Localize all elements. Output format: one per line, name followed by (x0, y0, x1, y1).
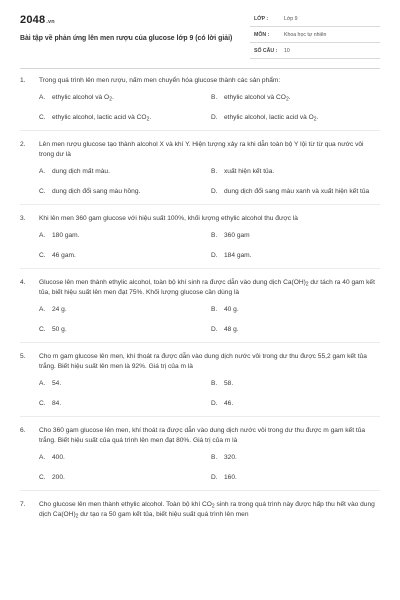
question-stem (20, 352, 380, 372)
option-text: 200. (52, 473, 65, 481)
question-divider (20, 204, 380, 205)
answer-option-d[interactable] (211, 392, 383, 412)
question-divider (20, 490, 380, 491)
option-text: 54. (52, 379, 62, 387)
question-item (20, 500, 380, 520)
option-letter: A. (39, 453, 46, 461)
question-text: Cho m gam glucose lên men, khí thoát ra được dẫn vào dung dịch nước vôi trong dư thu được 55,2 gam kết tủa trắng. Biết hiệu suất lên men là 92%. Giá trị của m là (39, 353, 367, 370)
meta-label: LỚP : (254, 16, 269, 22)
option-text: 40 g. (224, 305, 239, 313)
question-stem (20, 278, 380, 298)
option-text: 50 g. (52, 325, 67, 333)
meta-value: 10 (284, 48, 290, 54)
answer-option-c[interactable] (39, 318, 211, 338)
answer-option-a[interactable] (39, 160, 211, 180)
worksheet-title: Bài tập về phản ứng lên men rượu của glucose lớp 9 (có lời giải) (20, 35, 233, 42)
question-item (20, 278, 380, 343)
option-letter: C. (39, 325, 46, 333)
answer-option-a[interactable] (39, 298, 211, 318)
logo-text: 2048 (20, 14, 46, 26)
question-item (20, 76, 380, 131)
option-text: 24 g. (52, 305, 67, 313)
option-text: 160. (224, 473, 237, 481)
question-number: 4. (20, 279, 26, 286)
answer-option-c[interactable] (39, 466, 211, 486)
option-text: ethylic alcohol và $O_2$. (52, 93, 114, 102)
option-text: dung dịch đổi sang màu hồng. (52, 187, 141, 195)
question-item (20, 140, 380, 205)
question-text: Khi lên men 360 gam glucose với hiệu suất 100%, khối lượng ethylic alcohol thu được là (39, 215, 298, 222)
meta-row (250, 29, 380, 43)
option-text: 180 gam. (52, 231, 80, 239)
option-text: 46. (224, 399, 234, 407)
option-letter: D. (211, 399, 218, 407)
answer-options (39, 446, 380, 486)
option-letter: B. (211, 305, 218, 313)
option-letter: B. (211, 93, 218, 101)
option-text: 184 gam. (224, 251, 252, 259)
worksheet-header (0, 0, 400, 66)
question-divider (20, 268, 380, 269)
answer-option-b[interactable] (211, 372, 383, 392)
option-letter: C. (39, 473, 46, 481)
option-text: dung dịch mất màu. (52, 167, 110, 175)
option-letter: B. (211, 167, 218, 175)
answer-option-d[interactable] (211, 106, 383, 126)
meta-value: Khoa học tự nhiên (284, 32, 327, 38)
answer-option-d[interactable] (211, 466, 383, 486)
question-text: Trong quá trình lên men rượu, nấm men chuyển hóa glucose thành các sản phẩm: (39, 77, 281, 84)
answer-option-d[interactable] (211, 244, 383, 264)
question-divider (20, 416, 380, 417)
question-stem (20, 140, 380, 160)
answer-option-c[interactable] (39, 106, 211, 126)
logo-domain: .vn (46, 19, 55, 25)
question-number: 6. (20, 427, 26, 434)
question-stem (20, 426, 380, 446)
question-text: Cho 360 gam glucose lên men, khí thoát ra được dẫn vào dung dịch nước vôi trong dư thu được m gam kết tủa trắng. Biết hiệu suất của quá trình lên men đạt 80%. Giá trị của m là (39, 427, 366, 444)
answer-options (39, 372, 380, 412)
option-text: 400. (52, 453, 65, 461)
option-text: 84. (52, 399, 62, 407)
option-letter: C. (39, 399, 46, 407)
option-text: xuất hiện kết tủa. (224, 167, 275, 175)
meta-label: MÔN : (254, 32, 270, 38)
answer-options (39, 86, 380, 126)
option-text: 48 g. (224, 325, 239, 333)
option-letter: D. (211, 325, 218, 333)
answer-option-c[interactable] (39, 392, 211, 412)
option-text: 360 gam (224, 231, 250, 239)
option-text: 46 gam. (52, 251, 76, 259)
answer-option-b[interactable] (211, 446, 383, 466)
meta-row (250, 13, 380, 27)
answer-option-c[interactable] (39, 180, 211, 200)
meta-value: Lớp 9 (284, 16, 298, 22)
question-item (20, 352, 380, 417)
question-text: Cho glucose lên men thành ethylic alcohol. Toàn bộ khí $CO_2$ sinh ra trong quá trình này được hấp thu hết vào dung dịch $Ca(OH)_2$ dư tạo ra 50 gam kết tủa, biết hiệu suất quá trình lên men (39, 501, 375, 520)
option-letter: C. (39, 251, 46, 259)
option-letter: C. (39, 113, 46, 121)
answer-option-a[interactable] (39, 372, 211, 392)
option-letter: A. (39, 231, 46, 239)
option-letter: D. (211, 473, 218, 481)
question-stem (20, 76, 380, 86)
option-letter: A. (39, 167, 46, 175)
answer-options (39, 224, 380, 264)
answer-options (39, 160, 380, 200)
question-item (20, 214, 380, 269)
option-letter: B. (211, 231, 218, 239)
question-divider (20, 342, 380, 343)
meta-row (250, 45, 380, 59)
option-text: 320. (224, 453, 237, 461)
answer-option-b[interactable] (211, 160, 383, 180)
question-divider (20, 130, 380, 131)
meta-label: SỐ CÂU : (254, 48, 278, 54)
option-letter: A. (39, 379, 46, 387)
answer-option-b[interactable] (211, 298, 383, 318)
option-letter: B. (211, 453, 218, 461)
answer-option-a[interactable] (39, 224, 211, 244)
question-number: 7. (20, 501, 26, 508)
question-stem (20, 214, 380, 224)
answer-option-b[interactable] (211, 224, 383, 244)
option-letter: D. (211, 113, 218, 121)
option-letter: C. (39, 187, 46, 195)
answer-option-b[interactable] (211, 86, 383, 106)
option-text: ethylic alcohol và $CO_2$. (224, 93, 291, 102)
option-text: 58. (224, 379, 234, 387)
option-text: ethylic alcohol, lactic acid và $O_2$. (224, 113, 319, 122)
answer-option-a[interactable] (39, 86, 211, 106)
option-letter: A. (39, 305, 46, 313)
answer-option-d[interactable] (211, 180, 383, 200)
worksheet-meta (250, 13, 380, 61)
answer-option-a[interactable] (39, 446, 211, 466)
question-item (20, 426, 380, 491)
answer-option-c[interactable] (39, 244, 211, 264)
question-number: 3. (20, 215, 26, 222)
question-number: 5. (20, 353, 26, 360)
answer-option-d[interactable] (211, 318, 383, 338)
question-stem (20, 500, 380, 520)
site-logo[interactable] (20, 14, 55, 26)
question-text: Lên men rượu glucose tạo thành alcohol X và khí Y. Hiện tượng xảy ra khi dẫn toàn bộ Y lội từ từ qua nước vôi trong dư là (39, 141, 364, 158)
question-list (20, 76, 380, 529)
option-letter: A. (39, 93, 46, 101)
option-letter: D. (211, 187, 218, 195)
header-divider (20, 68, 380, 69)
option-letter: B. (211, 379, 218, 387)
question-number: 2. (20, 141, 26, 148)
option-text: ethylic alcohol, lactic acid và $CO_2$. (52, 113, 152, 122)
answer-options (39, 298, 380, 338)
option-text: dung dịch đổi sang màu xanh và xuất hiện kết tủa (224, 187, 370, 195)
question-number: 1. (20, 77, 26, 84)
question-text: Glucose lên men thành ethylic alcohol, toàn bộ khí sinh ra được dẫn vào dung dịch $Ca(OH)_2$ dư tách ra 40 gam kết tủa, biết hiệu suất lên men đạt 75%. Khối lượng glucose cần dùng là (39, 279, 375, 296)
option-letter: D. (211, 251, 218, 259)
